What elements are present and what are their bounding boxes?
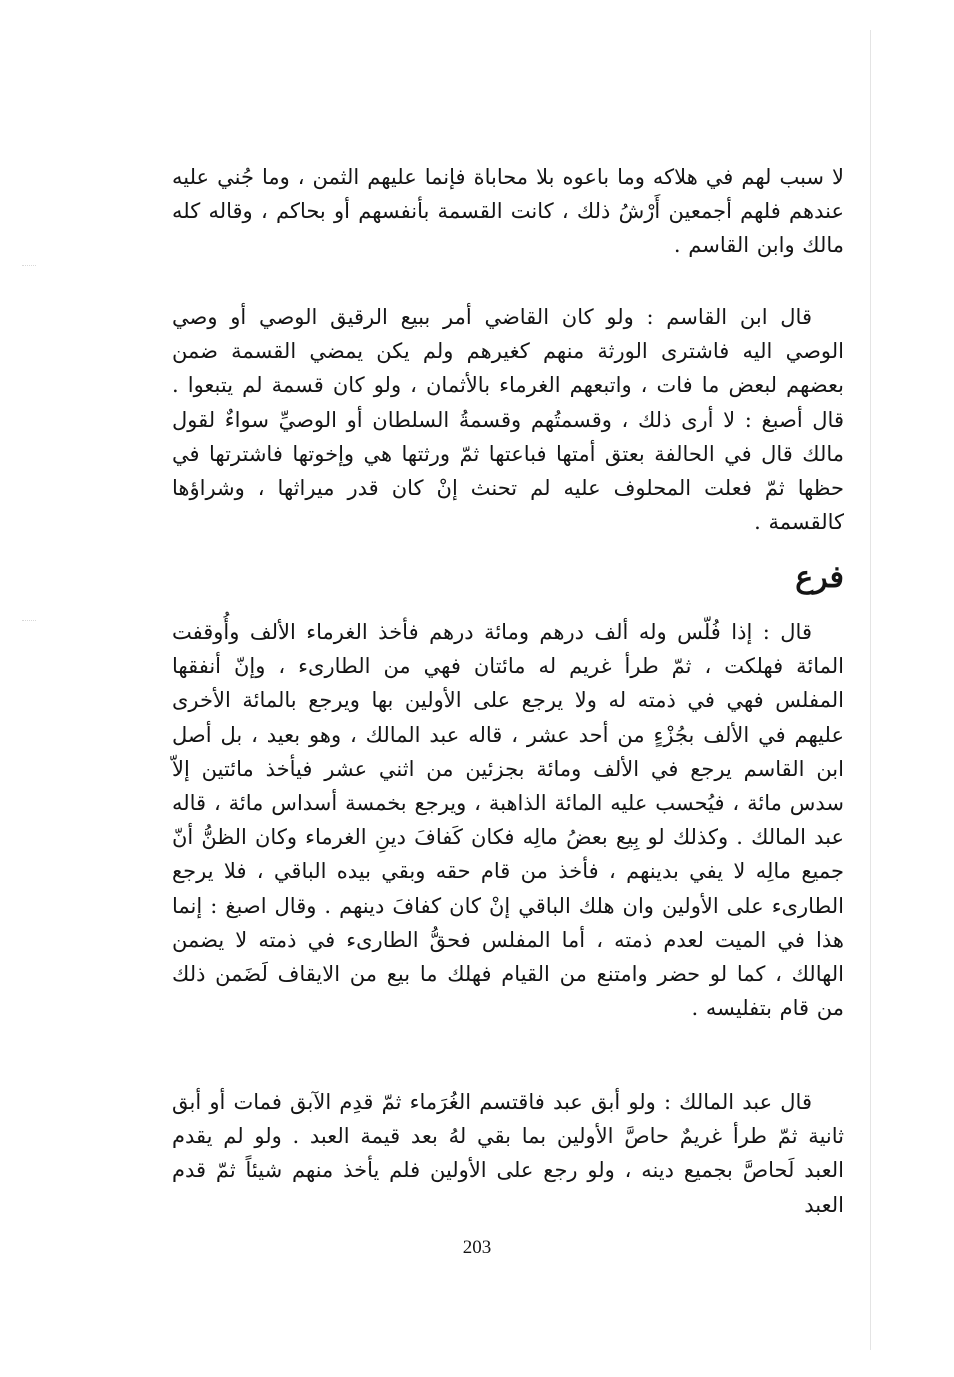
scan-speck — [22, 265, 36, 267]
section-heading: فرع — [795, 560, 844, 595]
scan-edge-line — [870, 30, 871, 1350]
paragraph-text: لا سبب لهم في هلاكه وما باعوه بلا محاباة فإنما عليهم الثمن ، وما جُني عليه عندهم فلهم أجمعين أَرْشُ ذلك ، كانت القسمة بأنفسهم أو بحاكم ، وقاله كله مالك وابن القاسم . — [172, 165, 844, 258]
paragraph-abd-al-malik — [172, 1085, 844, 1222]
paragraph-text: قال : إذا فُلّس وله ألف درهم ومائة درهم فأخذ الغرماء الألف وأُوقفت المائة فهلكت ، ثمّ طرأ غريم له مائتان فهي من الطارىء ، وإنّ أنفقها المفلس فهي في ذمته له ولا يرجع على الأولين بها ويرجع بالمائة الأخرى عليهم في الألف بجُزْءٍ من أحد عشر ، قاله عبد المالك ، وهو بعيد ، بل أصل ابن القاسم يرجع في الألف ومائة بجزئين من اثني عشر فيأخذ مائتين إلاّ سدس مائة ، فيُحسب عليه المائة الذاهبة ، ويرجع بخمسة أسداس مائة ، قاله عبد المالك . وكذلك لو بِيع بعضُ مالِه فكان كَفافَ دينِ الغرماء وكان الظنُّ أنّ جميع مالِه لا يفي بدينهم ، فأخذ من قام حقه وبقي بيده الباقي ، فلا يرجع الطارىء على الأولين وان هلك الباقي إنْ كان كفافَ دينهم . وقال اصبغ : إنما هذا في الميت لعدم ذمته ، أما المفلس فحقُّ الطارىء في ذمته لا يضمن الهالك ، كما لو حضر وامتنع من القيام فهلك ما بيع من الايقاف لَضَمن ذلك من قام بتفليسه . — [172, 620, 844, 1021]
paragraph-text: قال عبد المالك : ولو أبق عبد فاقتسم الغُرَماء ثمّ قدِم الآبق فمات أو أبق ثانية ثمّ طرأ غريمٌ حاصَّ الأولين بما بقي لهُ بعد قيمة العبد . ولو لم يقدم العبد لَحاصَّ بجميع دينه ، ولو رجع على الأولين فلم يأخذ منهم شيئاً ثمّ قدم العبد — [172, 1090, 844, 1217]
scan-speck — [22, 620, 36, 622]
paragraph-bankruptcy — [172, 615, 844, 1025]
paragraph-continuation — [172, 160, 844, 263]
paragraph-ibn-al-qasim — [172, 300, 844, 539]
paragraph-text: قال ابن القاسم : ولو كان القاضي أمر ببيع الرقيق الوصي أو وصي الوصي اليه فاشترى الورثة منهم كغيرهم ولم يكن يمضي القسمة ضمن بعضهم لبعض ما فات ، واتبعهم الغرماء بالأثمان ، ولو كان قسمة لم يتبعوا . قال أصبغ : لا أرى ذلك ، وقسمتُهم وقسمةُ السلطان أو الوصيِّ سواءٌ لقول مالك قال في الحالفة بعتق أمتها فباعتها ثمّ ورثتها هي وإخوتها فاشترتها في حظها ثمّ فعلت المحلوف عليه لم تحنث إنْ كان قدر ميراثها ، وشراؤها كالقسمة . — [172, 305, 844, 535]
page-number: 203 — [462, 1237, 492, 1258]
